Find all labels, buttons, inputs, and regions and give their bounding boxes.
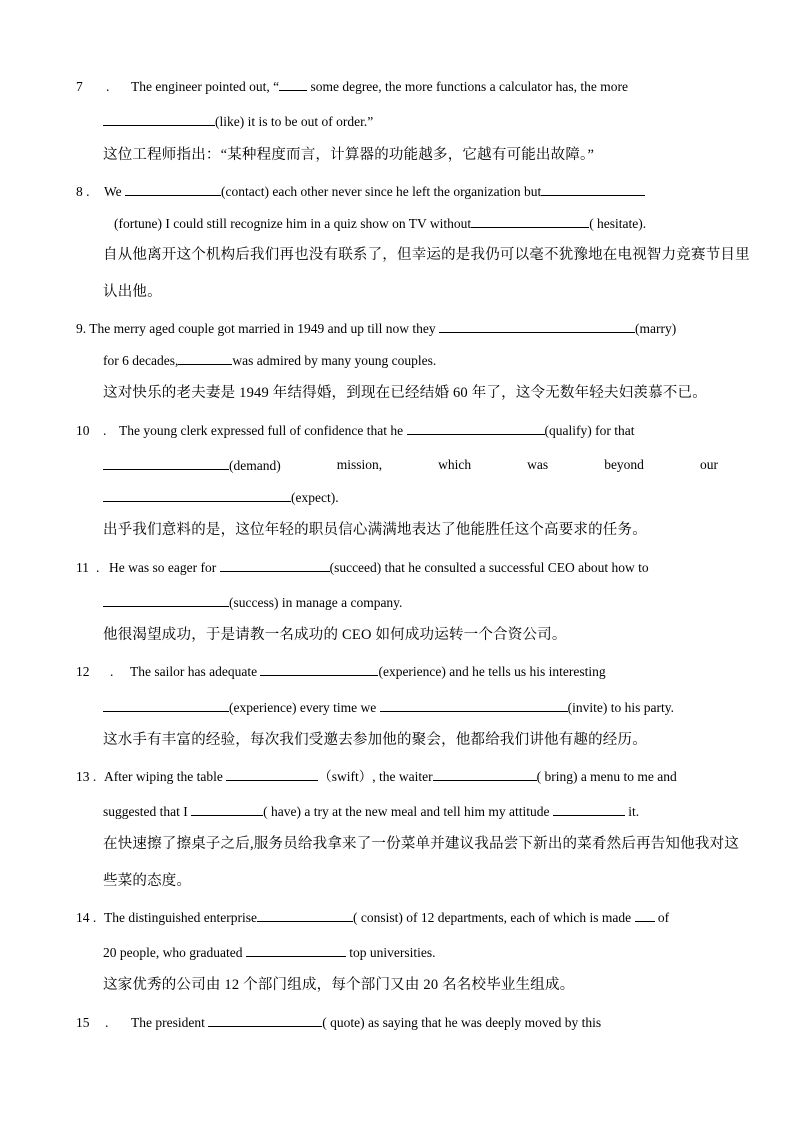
- fill-blank[interactable]: [178, 350, 232, 365]
- question-text: The sailor has adequate: [130, 664, 258, 679]
- question-text: (expect).: [291, 490, 339, 505]
- question-text: (marry): [635, 321, 677, 336]
- fill-blank[interactable]: [220, 557, 330, 572]
- fill-blank[interactable]: [407, 420, 545, 435]
- question-text: 20 people, who graduated: [103, 945, 243, 960]
- question-13-translation-2: 些菜的态度。: [103, 873, 192, 889]
- question-10-line-1: [76, 420, 718, 441]
- question-text: ( have) a try at the new meal and tell him my attitude: [263, 804, 550, 819]
- question-10-line-3: [103, 487, 718, 508]
- question-text: top universities.: [349, 945, 436, 960]
- question-14-line-1: [76, 907, 718, 928]
- question-text: was: [527, 457, 549, 472]
- question-number: 13 .: [76, 769, 97, 784]
- question-7-line-2: [103, 111, 718, 132]
- question-dot: .: [110, 664, 114, 679]
- question-12-translation: 这水手有丰富的经验，每次我们受邀去参加他的聚会，他都给我们讲他有趣的经历。: [103, 732, 647, 748]
- fill-blank[interactable]: [635, 907, 655, 922]
- question-8-translation-1: 自从他离开这个机构后我们再也没有联系了，但幸运的是我仍可以毫不犹豫地在电视智力竞赛节目里: [103, 247, 750, 263]
- question-text: for 6 decades,: [103, 353, 179, 368]
- question-text: which: [438, 457, 472, 472]
- question-dot: .: [96, 560, 100, 575]
- question-text: (succeed) that he consulted a successful CEO about how to: [329, 560, 649, 575]
- question-11-line-2: [103, 592, 718, 613]
- fill-blank[interactable]: [279, 76, 307, 91]
- question-text: ( consist) of 12 departments, each of which is made: [352, 910, 632, 925]
- fill-blank[interactable]: [246, 942, 346, 957]
- question-text: The engineer pointed out, “: [131, 79, 280, 94]
- question-9-translation: 这对快乐的老夫妻是 1949 年结得婚，到现在已经结婚 60 年了，这令无数年轻夫妇羡慕不已。: [103, 385, 707, 401]
- fill-blank[interactable]: [553, 801, 625, 816]
- question-text: (success) in manage a company.: [229, 595, 403, 610]
- fill-blank[interactable]: [103, 455, 229, 470]
- question-7-line-1: [76, 76, 718, 97]
- question-text: (contact) each other never since he left the organization but: [221, 184, 542, 199]
- question-12-line-2: [103, 697, 718, 718]
- question-text: (experience) and he tells us his interesting: [378, 664, 606, 679]
- question-text: (qualify) for that: [544, 423, 635, 438]
- fill-blank[interactable]: [257, 907, 353, 922]
- question-11-line-1: [76, 557, 718, 578]
- question-number: 11: [76, 560, 89, 575]
- question-10-line-2: [103, 455, 718, 476]
- question-text: (fortune) I could still recognize him in a quiz show on TV without: [114, 216, 472, 231]
- question-text: mission,: [336, 457, 383, 472]
- fill-blank[interactable]: [191, 801, 263, 816]
- fill-blank[interactable]: [103, 592, 229, 607]
- fill-blank[interactable]: [439, 318, 635, 333]
- fill-blank[interactable]: [471, 213, 589, 228]
- question-7-translation: 这位工程师指出：“某种程度而言，计算器的功能越多，它越有可能出故障。”: [103, 147, 595, 163]
- fill-blank[interactable]: [380, 697, 568, 712]
- fill-blank[interactable]: [208, 1012, 322, 1027]
- question-15-line-1: [76, 1012, 718, 1033]
- fill-blank[interactable]: [433, 766, 537, 781]
- question-text: it.: [628, 804, 640, 819]
- question-text: The president: [131, 1015, 205, 1030]
- question-dot: .: [103, 423, 107, 438]
- question-text: ( bring) a menu to me and: [536, 769, 677, 784]
- fill-blank[interactable]: [103, 487, 291, 502]
- question-text: He was so eager for: [109, 560, 217, 575]
- question-11-translation: 他很渴望成功，于是请教一名成功的 CEO 如何成功运转一个合资公司。: [103, 627, 567, 643]
- question-text: was admired by many young couples.: [232, 353, 437, 368]
- question-text: After wiping the table: [104, 769, 223, 784]
- question-13-line-1: [76, 766, 718, 787]
- fill-blank[interactable]: [103, 697, 229, 712]
- question-14-line-2: [103, 942, 718, 963]
- question-text: (like) it is to be out of order.”: [215, 114, 374, 129]
- question-text: ( hesitate).: [589, 216, 647, 231]
- question-number: 10: [76, 423, 90, 438]
- question-text: ( quote) as saying that he was deeply moved by this: [322, 1015, 602, 1030]
- fill-blank[interactable]: [103, 111, 215, 126]
- question-8-line-1: [76, 181, 718, 202]
- question-number: 7: [76, 79, 83, 94]
- question-text: The young clerk expressed full of confidence that he: [119, 423, 404, 438]
- question-9-line-2: [103, 350, 718, 371]
- question-text: The merry aged couple got married in 1949 and up till now they: [89, 321, 436, 336]
- question-number: 14 .: [76, 910, 97, 925]
- question-text: some degree, the more functions a calculator has, the more: [307, 79, 628, 94]
- question-text: We: [104, 184, 122, 199]
- question-12-line-1: [76, 661, 718, 682]
- question-text: (demand): [229, 458, 281, 473]
- question-13-translation-1: 在快速擦了擦桌子之后,服务员给我拿来了一份菜单并建议我品尝下新出的菜肴然后再告知他我对这: [103, 836, 739, 852]
- question-text: (experience) every time we: [229, 700, 377, 715]
- fill-blank[interactable]: [125, 181, 221, 196]
- question-text: (invite) to his party.: [567, 700, 675, 715]
- question-number: 12: [76, 664, 90, 679]
- question-text: our: [699, 457, 718, 472]
- question-number: 15: [76, 1015, 90, 1030]
- question-text: of: [657, 910, 670, 925]
- question-9-line-1: [76, 318, 718, 339]
- question-8-line-2: [114, 213, 718, 234]
- fill-blank[interactable]: [541, 181, 645, 196]
- fill-blank[interactable]: [226, 766, 318, 781]
- question-10-translation: 出乎我们意料的是，这位年轻的职员信心满满地表达了他能胜任这个高要求的任务。: [103, 522, 647, 538]
- question-text: The distinguished enterprise: [104, 910, 257, 925]
- question-dot: .: [106, 79, 110, 94]
- question-number: 9.: [76, 321, 87, 336]
- question-text: beyond: [604, 457, 644, 472]
- question-13-line-2: [103, 801, 718, 822]
- question-14-translation: 这家优秀的公司由 12 个部门组成，每个部门又由 20 名名校毕业生组成。: [103, 977, 575, 993]
- question-8-translation-2: 认出他。: [103, 284, 162, 300]
- question-text: （swift）, the waiter: [318, 769, 433, 784]
- fill-blank[interactable]: [260, 661, 378, 676]
- question-text: suggested that I: [103, 804, 188, 819]
- question-number: 8 .: [76, 184, 90, 199]
- question-dot: .: [105, 1015, 109, 1030]
